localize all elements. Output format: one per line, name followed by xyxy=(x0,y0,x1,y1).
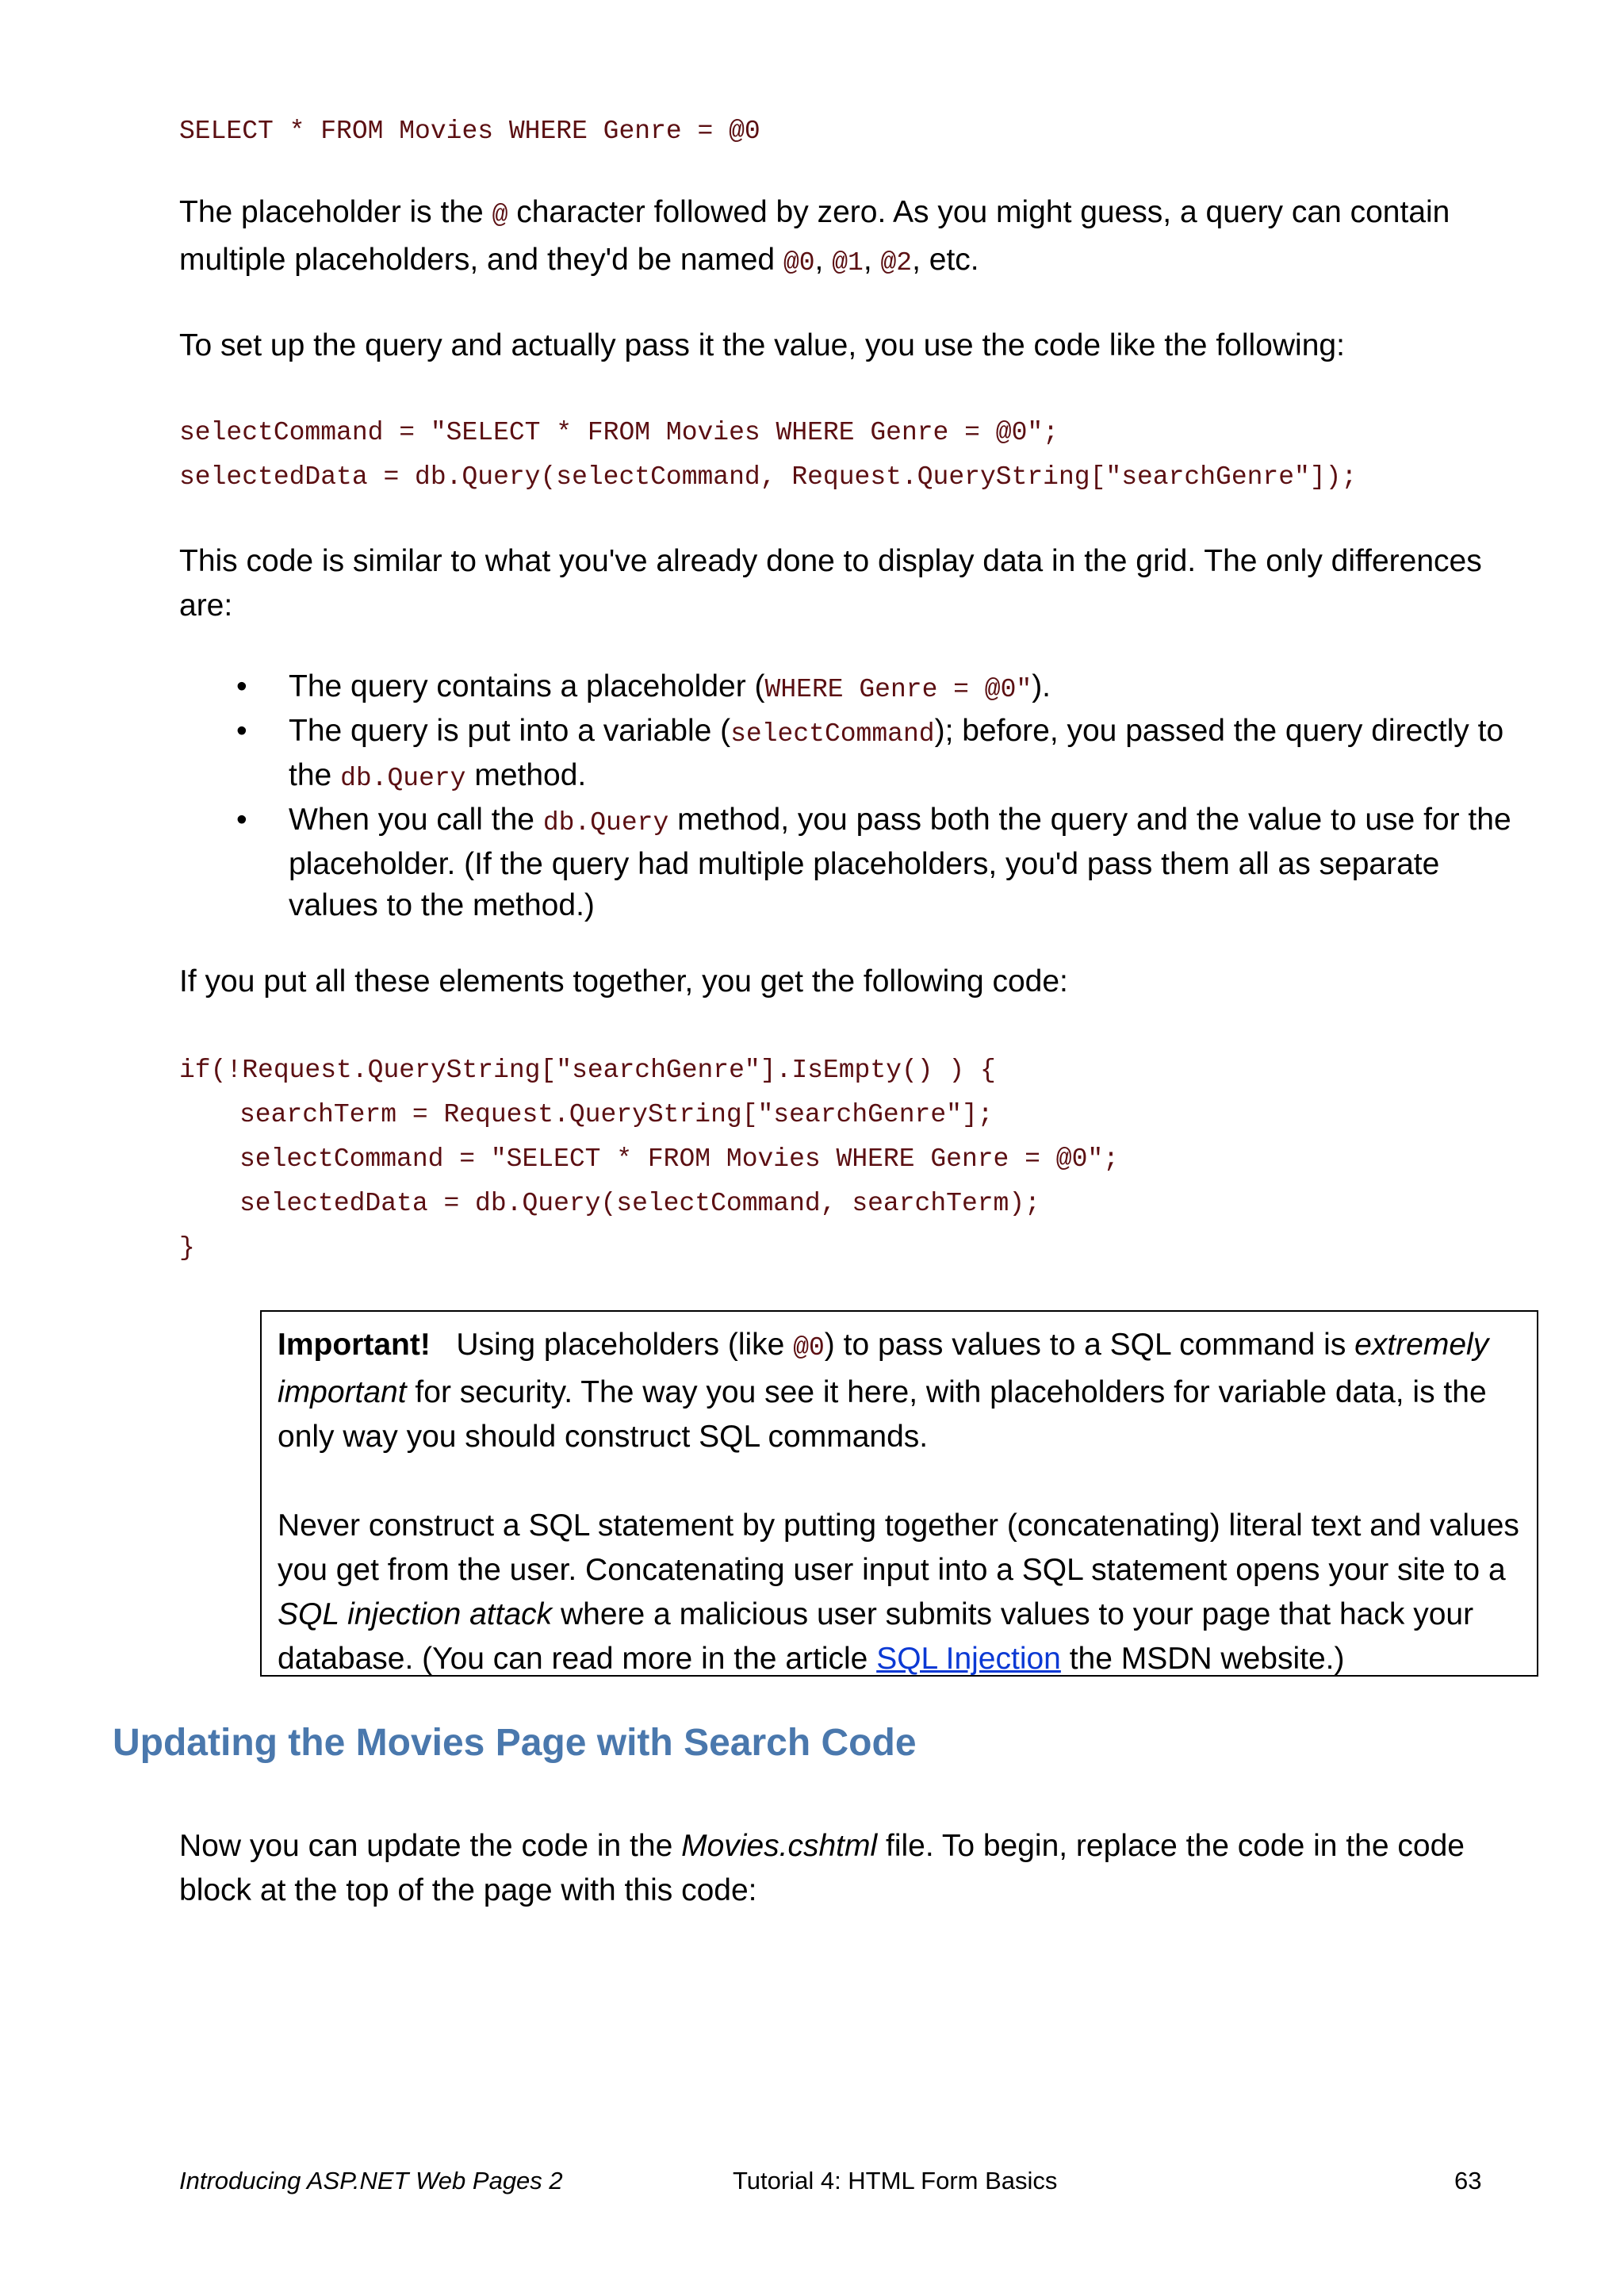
paragraph-setup-query: To set up the query and actually pass it the value, you use the code like the following: xyxy=(179,328,1345,362)
paragraph-placeholder-intro: The placeholder is the @ character followed by zero. As you might guess, a query can contain multiple placeholders, and they'd be named @0, @1, @2, etc. xyxy=(179,195,1450,278)
section-heading: Updating the Movies Page with Search Code xyxy=(113,1722,917,1764)
code-line-if: if(!Request.QueryString["searchGenre"].IsEmpty() ) { xyxy=(179,1056,996,1085)
important-label: Important! xyxy=(278,1328,431,1362)
bullet-icon: • xyxy=(236,669,247,703)
code-line-close-brace: } xyxy=(179,1233,195,1263)
bullet-icon: • xyxy=(236,803,247,837)
inline-code-2: @2 xyxy=(880,248,913,278)
footer-left: Introducing ASP.NET Web Pages 2 xyxy=(179,2167,563,2194)
list-item: • The query is put into a variable (selectCommand); before, you passed the query directly to the db.Query method. xyxy=(179,711,1527,799)
code-line-selected-data: selectedData = db.Query(selectCommand, Request.QueryString["searchGenre"]); xyxy=(179,462,1358,492)
list-item: • The query contains a placeholder (WHERE Genre = @0"). xyxy=(179,666,1527,711)
paragraph-update-movies: Now you can update the code in the Movies.cshtml file. To begin, replace the code in the code block at the top of the page with this code: xyxy=(179,1829,1465,1907)
code-line-selected-data-2: selectedData = db.Query(selectCommand, searchTerm); xyxy=(239,1189,1040,1218)
inline-code-1: @1 xyxy=(832,248,864,278)
code-sql-query: SELECT * FROM Movies WHERE Genre = @0 xyxy=(179,117,760,146)
important-paragraph-1: Important! Using placeholders (like @0) to pass values to a SQL command is extremely important for security. The way you see it here, with placeholders for variable data, is the only way you should construct SQL commands. xyxy=(278,1328,1489,1454)
code-line-select-command: selectCommand = "SELECT * FROM Movies WHERE Genre = @0"; xyxy=(179,418,1059,447)
list-item: • When you call the db.Query method, you pass both the query and the value to use for the placeholder. (If the query had multiple placeholders, you'd pass them all as separate values to the method.) xyxy=(179,799,1527,926)
inline-code-0: @0 xyxy=(783,248,815,278)
inline-code-at: @ xyxy=(492,201,508,230)
paragraph-combined-code: If you put all these elements together, you get the following code: xyxy=(179,964,1068,999)
important-paragraph-2: Never construct a SQL statement by putting together (concatenating) literal text and values you get from the user. Concatenating user input into a SQL statement opens your site to a SQL injection attack where a malicious user submits values to your page that hack your database. (You can read more in the article SQL Injection the MSDN website.) xyxy=(278,1508,1519,1676)
bullet-icon: • xyxy=(236,714,247,748)
code-line-select-command-2: selectCommand = "SELECT * FROM Movies WHERE Genre = @0"; xyxy=(239,1144,1119,1174)
important-note-box xyxy=(260,1310,1538,1677)
footer-center: Tutorial 4: HTML Form Basics xyxy=(733,2167,1058,2194)
sql-injection-link[interactable]: SQL Injection xyxy=(876,1642,1061,1676)
paragraph-differences: This code is similar to what you've already done to display data in the grid. The only differences are: xyxy=(179,544,1482,623)
differences-list xyxy=(179,666,1527,926)
code-line-search-term: searchTerm = Request.QueryString["searchGenre"]; xyxy=(239,1100,994,1129)
page-number: 63 xyxy=(1454,2167,1482,2194)
